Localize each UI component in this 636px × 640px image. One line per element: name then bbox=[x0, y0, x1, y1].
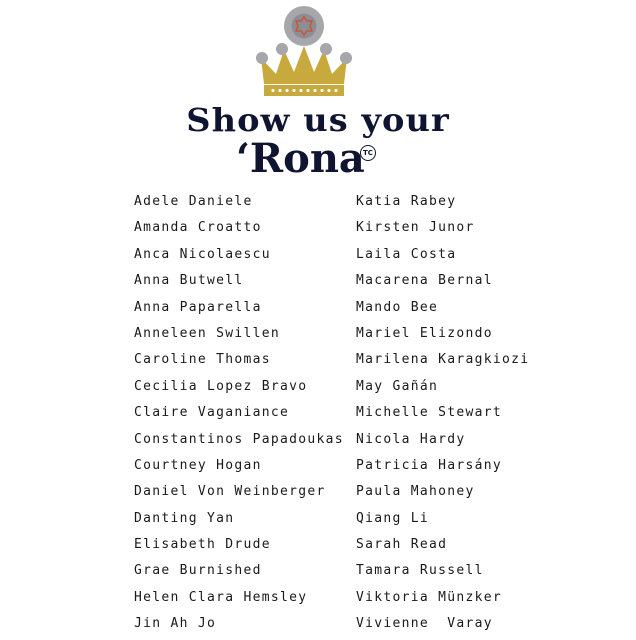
name-item: Anca Nicolaescu bbox=[134, 246, 271, 262]
name-item: Sarah Read bbox=[356, 537, 448, 553]
name-item: Michelle Stewart bbox=[356, 405, 503, 421]
name-item: Cecilia Lopez Bravo bbox=[134, 378, 308, 394]
name-item: Mariel Elizondo bbox=[356, 325, 493, 341]
name-item: Anneleen Swillen bbox=[134, 325, 281, 341]
trademark-badge: TC bbox=[360, 145, 376, 161]
name-item: Grae Burnished bbox=[134, 563, 262, 579]
name-item: Adele Daniele bbox=[134, 194, 253, 209]
name-item: Anna Paparella bbox=[134, 299, 262, 315]
name-item: Kirsten Junor bbox=[356, 220, 475, 236]
name-item: Macarena Bernal bbox=[356, 273, 493, 289]
name-item: May Gañán bbox=[356, 378, 439, 394]
show-us-your-rona-logo bbox=[0, 0, 636, 190]
name-item: Helen Clara Hemsley bbox=[134, 589, 308, 605]
name-item: Qiang Li bbox=[356, 510, 430, 526]
virus-icon bbox=[284, 6, 324, 46]
name-item: Tamara Russell bbox=[356, 563, 484, 579]
name-item: Caroline Thomas bbox=[134, 352, 271, 368]
name-item: Viktoria Münzker bbox=[356, 589, 503, 605]
name-item: Mando Bee bbox=[356, 299, 439, 315]
name-item: Anna Butwell bbox=[134, 273, 244, 289]
name-item: Vivienne Varay bbox=[356, 616, 493, 632]
logo-title-line1: Show us your bbox=[186, 101, 450, 139]
name-item: Daniel Von Weinberger bbox=[134, 484, 326, 500]
crown-icon bbox=[248, 2, 358, 100]
name-item: Marilena Karagkiozi bbox=[356, 352, 530, 368]
names-list-right bbox=[356, 189, 529, 638]
name-item: Nicola Hardy bbox=[356, 431, 466, 447]
name-item: Amanda Croatto bbox=[134, 220, 262, 236]
name-item: Jin Ah Jo bbox=[134, 616, 217, 632]
logo-title-line2: ‘Rona bbox=[236, 135, 365, 182]
name-item: Laila Costa bbox=[356, 246, 457, 262]
name-item: Danting Yan bbox=[134, 510, 235, 526]
name-item: Elisabeth Drude bbox=[134, 537, 271, 553]
name-item: Claire Vaganiance bbox=[134, 405, 290, 421]
name-item: Katia Rabey bbox=[356, 194, 457, 209]
name-item: Patricia Harsány bbox=[356, 457, 503, 473]
name-item: Courtney Hogan bbox=[134, 457, 262, 473]
name-item: Constantinos Papadoukas bbox=[134, 431, 344, 447]
name-item: Paula Mahoney bbox=[356, 484, 475, 500]
names-list-left bbox=[134, 189, 344, 638]
